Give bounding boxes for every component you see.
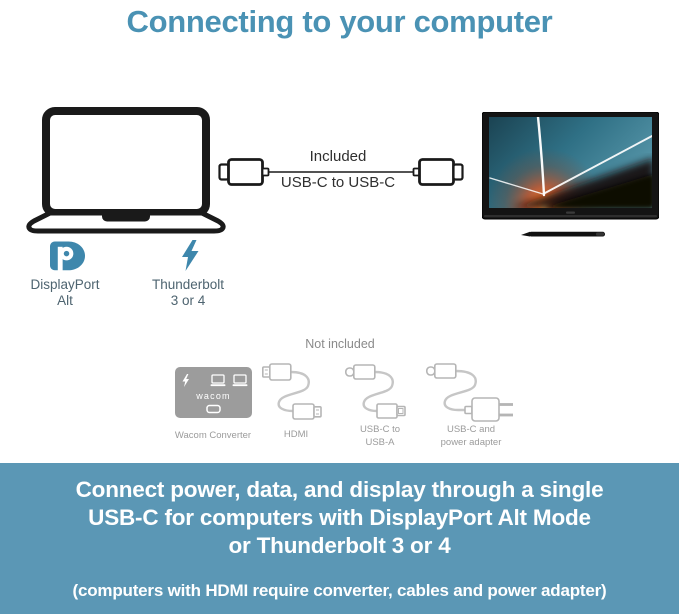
thunderbolt-label: [133, 277, 243, 308]
cable-included-label: Included: [309, 148, 367, 165]
usbc-plug-right-tip: [454, 165, 463, 180]
hdmi-label: HDMI: [283, 429, 309, 440]
thunderbolt-label-line2: 3 or 4: [170, 292, 206, 308]
banner-line1: Connect power, data, and display through a single: [75, 477, 604, 502]
thunderbolt-label-line1: Thunderbolt: [151, 277, 225, 292]
displayport-label-line1: DisplayPort: [30, 277, 100, 292]
cable-type-label: USB-C to USB-C: [280, 174, 396, 191]
power-adapter-label-line1: USB-C and: [446, 424, 496, 435]
usbc-plug-right-body: [420, 160, 454, 185]
displayport-icon: [50, 241, 85, 274]
thunderbolt-icon: [180, 240, 201, 271]
converter-label: Wacom Converter: [174, 430, 252, 441]
usbc-usba-label-line2: USB-A: [365, 436, 395, 448]
banner-line3: or Thunderbolt 3 or 4: [228, 533, 451, 558]
hdmi-cable-illustration: [262, 361, 330, 423]
laptop-notch: [102, 214, 150, 222]
monitor-screen-image: [487, 117, 654, 242]
page-title: Connecting to your computer: [126, 4, 553, 39]
power-adapter-label-line2: power adapter: [440, 436, 502, 448]
banner-main-text: [0, 463, 679, 560]
power-adapter-label: [423, 424, 519, 449]
displayport-label-line2: Alt: [57, 292, 73, 308]
power-adapter-illustration: [426, 361, 518, 425]
usbc-usba-label: [345, 424, 415, 449]
laptop-screen: [46, 111, 206, 213]
not-included-heading: Not included: [305, 337, 375, 351]
usbc-usba-label-line1: USB-C to: [359, 424, 401, 435]
converter-brand-text: wacom: [196, 391, 231, 401]
info-banner: [0, 463, 679, 614]
wacom-converter-illustration: [175, 367, 252, 418]
displayport-label: [10, 277, 120, 308]
usbc-to-usba-cable-illustration: [345, 361, 411, 423]
pen-display-illustration: [482, 112, 659, 242]
banner-line2: USB-C for computers with DisplayPort Alt Mode: [88, 505, 591, 530]
banner-note-text: (computers with HDMI require converter, cables and power adapter): [72, 581, 607, 600]
monitor-brand-mark: [566, 212, 575, 214]
stylus-pen: [521, 232, 605, 237]
laptop-illustration: [24, 106, 228, 236]
monitor-bottom-edge: [484, 215, 657, 217]
